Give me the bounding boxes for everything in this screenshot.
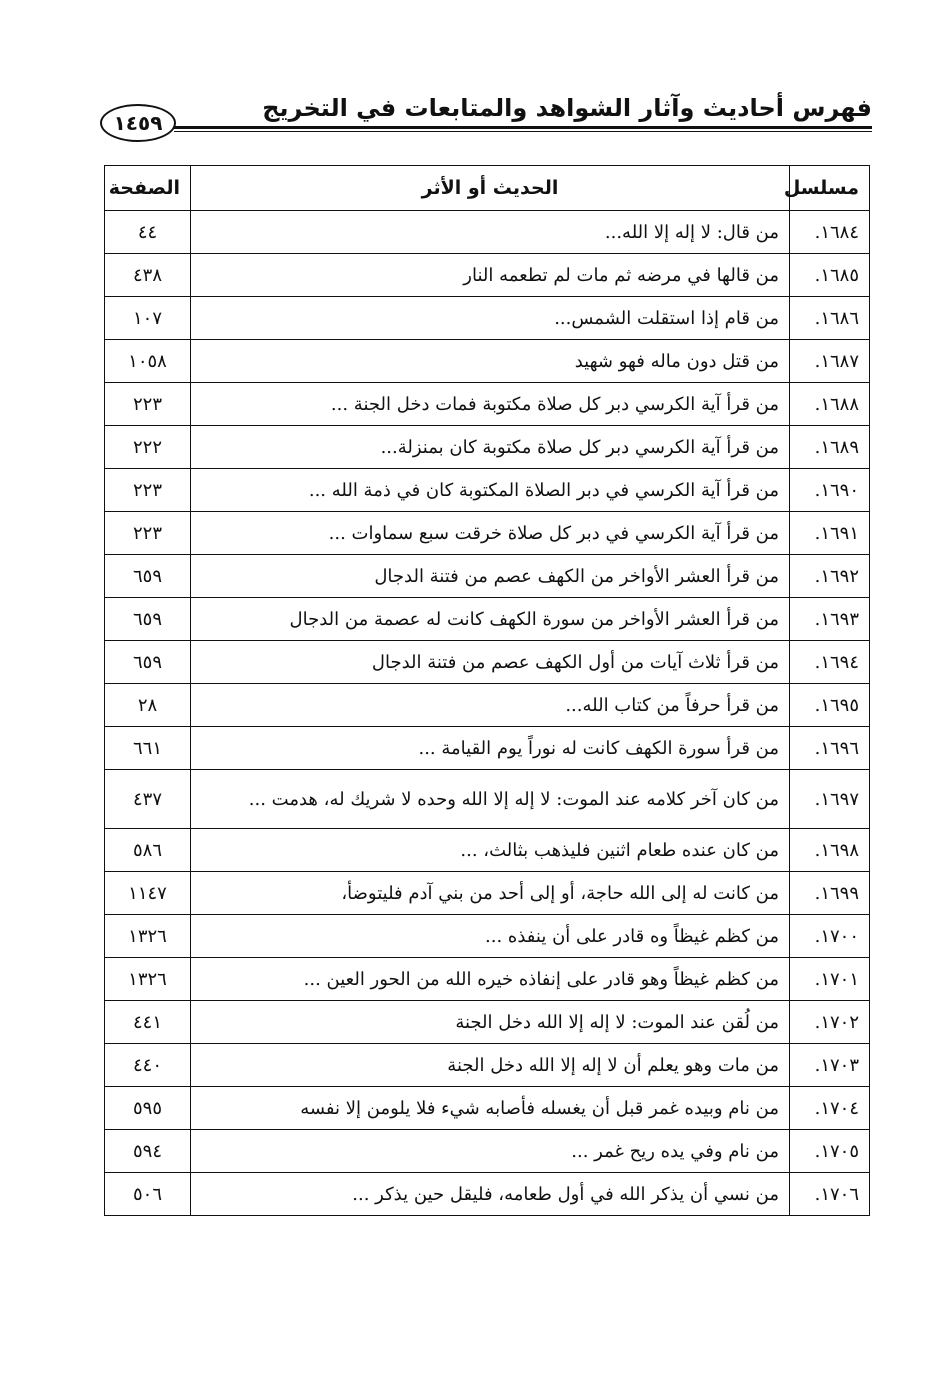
serial-cell: ١٦٩٨. — [790, 829, 870, 872]
page-cell: ٦٥٩ — [105, 555, 191, 598]
serial-cell: ١٦٩٧. — [790, 770, 870, 829]
serial-cell: ١٦٨٤. — [790, 211, 870, 254]
page-cell: ١٣٢٦ — [105, 915, 191, 958]
table-row — [105, 297, 870, 340]
serial-cell: ١٦٨٨. — [790, 383, 870, 426]
page-cell: ٢٢٢ — [105, 426, 191, 469]
text-cell: من نام وبيده غمر قبل أن يغسله فأصابه شيء فلا يلومن إلا نفسه — [191, 1087, 790, 1130]
text-cell: من مات وهو يعلم أن لا إله إلا الله دخل الجنة — [191, 1044, 790, 1087]
text-cell: من نام وفي يده ريح غمر ... — [191, 1130, 790, 1173]
page-cell: ٤٤٠ — [105, 1044, 191, 1087]
serial-cell: ١٦٩٩. — [790, 872, 870, 915]
page-cell: ٤٣٨ — [105, 254, 191, 297]
page-cell: ٤٤١ — [105, 1001, 191, 1044]
table-header-row — [105, 166, 870, 211]
table-row — [105, 829, 870, 872]
serial-cell: ١٦٨٦. — [790, 297, 870, 340]
column-header-text: الحديث أو الأثر — [191, 166, 790, 211]
page-cell: ٢٨ — [105, 684, 191, 727]
text-cell: من قرأ آية الكرسي دبر كل صلاة مكتوبة فمات دخل الجنة ... — [191, 383, 790, 426]
serial-cell: ١٦٩٦. — [790, 727, 870, 770]
serial-cell: ١٧٠٢. — [790, 1001, 870, 1044]
page-cell: ٤٤ — [105, 211, 191, 254]
table-row — [105, 426, 870, 469]
table-row — [105, 1130, 870, 1173]
page-cell: ٥٩٥ — [105, 1087, 191, 1130]
table-row — [105, 1173, 870, 1216]
page-cell: ٢٢٣ — [105, 469, 191, 512]
table-row — [105, 872, 870, 915]
page-cell: ٤٣٧ — [105, 770, 191, 829]
table-row — [105, 555, 870, 598]
table-row — [105, 1044, 870, 1087]
text-cell: من قرأ العشر الأواخر من الكهف عصم من فتنة الدجال — [191, 555, 790, 598]
header-rule-thin — [174, 131, 872, 132]
table-row — [105, 211, 870, 254]
table-row — [105, 383, 870, 426]
serial-cell: ١٧٠١. — [790, 958, 870, 1001]
text-cell: من قرأ ثلاث آيات من أول الكهف عصم من فتنة الدجال — [191, 641, 790, 684]
table-row — [105, 254, 870, 297]
page-cell: ٥٨٦ — [105, 829, 191, 872]
text-cell: من كان عنده طعام اثنين فليذهب بثالث، ... — [191, 829, 790, 872]
page-cell: ٦٦١ — [105, 727, 191, 770]
serial-cell: ١٧٠٦. — [790, 1173, 870, 1216]
page-cell: ١٠٥٨ — [105, 340, 191, 383]
text-cell: من قرأ آية الكرسي في دبر الصلاة المكتوبة كان في ذمة الله ... — [191, 469, 790, 512]
serial-cell: ١٧٠٠. — [790, 915, 870, 958]
table-row — [105, 684, 870, 727]
page-cell: ٦٥٩ — [105, 598, 191, 641]
table-row — [105, 469, 870, 512]
serial-cell: ١٦٩٣. — [790, 598, 870, 641]
serial-cell: ١٦٩٥. — [790, 684, 870, 727]
text-cell: من لُقن عند الموت: لا إله إلا الله دخل الجنة — [191, 1001, 790, 1044]
table-row — [105, 915, 870, 958]
text-cell: من قرأ آية الكرسي في دبر كل صلاة خرقت سبع سماوات ... — [191, 512, 790, 555]
page-cell: ٥٠٦ — [105, 1173, 191, 1216]
table-row — [105, 727, 870, 770]
text-cell: من قال: لا إله إلا الله... — [191, 211, 790, 254]
table-row — [105, 512, 870, 555]
serial-cell: ١٦٩١. — [790, 512, 870, 555]
hadith-index-table — [104, 165, 870, 1216]
serial-cell: ١٧٠٣. — [790, 1044, 870, 1087]
page-cell: ١٣٢٦ — [105, 958, 191, 1001]
header-rule — [174, 126, 872, 129]
page-cell: ٢٢٣ — [105, 383, 191, 426]
text-cell: من نسي أن يذكر الله في أول طعامه، فليقل حين يذكر ... — [191, 1173, 790, 1216]
serial-cell: ١٦٨٧. — [790, 340, 870, 383]
text-cell: من كظم غيظاً وه قادر على أن ينفذه ... — [191, 915, 790, 958]
column-header-serial: مسلسل — [790, 166, 870, 211]
table-row — [105, 770, 870, 829]
text-cell: من كظم غيظاً وهو قادر على إنفاذه خيره الله من الحور العين ... — [191, 958, 790, 1001]
page-cell: ٥٩٤ — [105, 1130, 191, 1173]
serial-cell: ١٦٨٥. — [790, 254, 870, 297]
serial-cell: ١٧٠٥. — [790, 1130, 870, 1173]
serial-cell: ١٦٩٠. — [790, 469, 870, 512]
table-row — [105, 1001, 870, 1044]
page-title: فهرس أحاديث وآثار الشواهد والمتابعات في التخريج — [262, 94, 872, 122]
table-row — [105, 641, 870, 684]
text-cell: من قرأ آية الكرسي دبر كل صلاة مكتوبة كان بمنزلة... — [191, 426, 790, 469]
page-cell: ١١٤٧ — [105, 872, 191, 915]
text-cell: من كانت له إلى الله حاجة، أو إلى أحد من بني آدم فليتوضأ، — [191, 872, 790, 915]
text-cell: من قتل دون ماله فهو شهيد — [191, 340, 790, 383]
table-row — [105, 340, 870, 383]
text-cell: من قام إذا استقلت الشمس... — [191, 297, 790, 340]
page-cell: ١٠٧ — [105, 297, 191, 340]
text-cell: من قالها في مرضه ثم مات لم تطعمه النار — [191, 254, 790, 297]
text-cell: من كان آخر كلامه عند الموت: لا إله إلا الله وحده لا شريك له، هدمت ... — [191, 770, 790, 829]
page-cell: ٢٢٣ — [105, 512, 191, 555]
table-row — [105, 1087, 870, 1130]
text-cell: من قرأ العشر الأواخر من سورة الكهف كانت له عصمة من الدجال — [191, 598, 790, 641]
page-cell: ٦٥٩ — [105, 641, 191, 684]
text-cell: من قرأ سورة الكهف كانت له نوراً يوم القيامة ... — [191, 727, 790, 770]
column-header-page: الصفحة — [105, 166, 191, 211]
serial-cell: ١٦٨٩. — [790, 426, 870, 469]
serial-cell: ١٧٠٤. — [790, 1087, 870, 1130]
table-row — [105, 598, 870, 641]
table-row — [105, 958, 870, 1001]
serial-cell: ١٦٩٤. — [790, 641, 870, 684]
text-cell: من قرأ حرفاً من كتاب الله... — [191, 684, 790, 727]
page-header — [100, 90, 872, 150]
serial-cell: ١٦٩٢. — [790, 555, 870, 598]
page-number: ١٤٥٩ — [100, 104, 176, 142]
